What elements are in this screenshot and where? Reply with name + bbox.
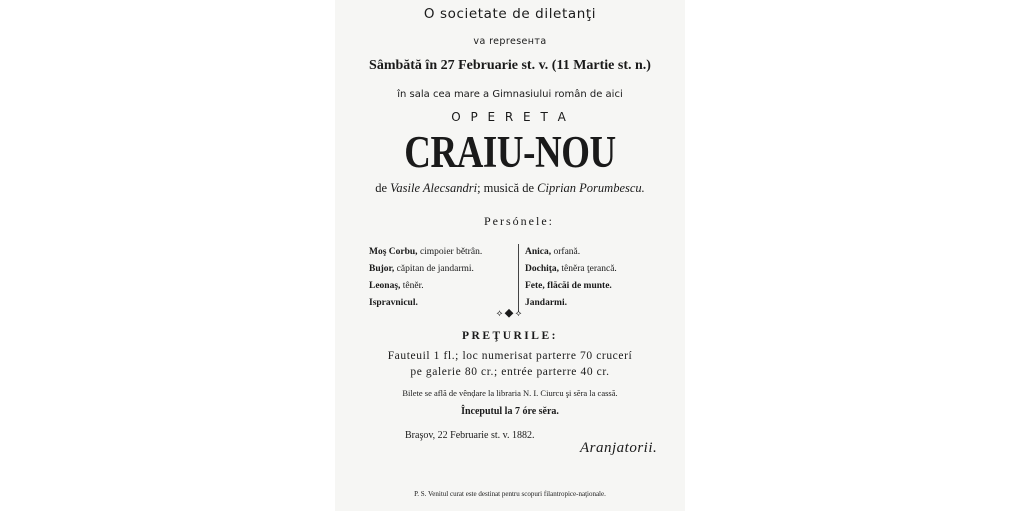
place-date: Braşov, 22 Februarie st. v. 1882.: [405, 430, 535, 441]
person-name: Anica,: [525, 247, 552, 257]
person-entry: [369, 244, 517, 261]
start-time-line: Începutul la 7 óre sĕra.: [461, 406, 559, 417]
playbill-page: [335, 0, 685, 511]
authors-de: de: [375, 181, 388, 195]
person-name: Bujor,: [369, 264, 395, 274]
person-entry: [369, 261, 517, 278]
person-role: orfană.: [553, 247, 581, 257]
person-name: Ispravnicul.: [369, 298, 418, 308]
persons-right-column: [518, 244, 675, 312]
date-line: Sâmbătă în 27 Februarie st. v. (11 Martie st. n.): [369, 58, 651, 73]
postscript: P. S. Venitul curat este destinat pentru scopuri filantropice-naţionale.: [414, 490, 606, 498]
person-entry: [369, 278, 517, 295]
person-role: căpitan de jandarmi.: [396, 264, 474, 274]
genre-line: O P E R E T A: [451, 110, 569, 124]
person-role: cimpoier bětrân.: [419, 247, 483, 257]
music-prefix: ; musică de: [477, 181, 535, 195]
person-name: Dochiţa,: [525, 264, 560, 274]
person-entry: [525, 278, 675, 295]
person-name: Jandarmi.: [525, 298, 567, 308]
organizers-signature: Aranjatorii.: [580, 440, 658, 456]
person-role: tênĕr.: [402, 281, 424, 291]
prices-heading: PREŢURILE:: [462, 330, 558, 342]
person-name: Leonaş,: [369, 281, 401, 291]
composer-name: Ciprian Porumbescu.: [537, 181, 645, 195]
play-title: CRAIU-NOU: [404, 127, 616, 177]
person-name: Moş Corbu,: [369, 247, 418, 257]
author-name: Vasile Alecsandri: [390, 181, 478, 195]
intro-line: O societate de diletanţi: [423, 6, 597, 22]
person-role: tênĕra ţerancă.: [561, 264, 617, 274]
person-name: Fete, flăcăi de munte.: [525, 281, 612, 291]
prices-line-2: pe galerie 80 cr.; entrée parterre 40 cr.: [410, 366, 610, 378]
authors-line: [335, 181, 685, 196]
persons-heading: Persónele:: [484, 214, 554, 228]
tickets-line: Bilete se află de vênḑare la libraria N. I. Ciurcu şi sĕra la cassă.: [402, 388, 618, 398]
person-entry: [525, 261, 675, 278]
person-entry: [525, 244, 675, 261]
persons-left-column: [369, 244, 517, 312]
va-representa-line: va represента: [473, 36, 547, 47]
prices-line-1: Fauteuil 1 fl.; loc numerisat parterre 70 crucerí: [387, 350, 633, 362]
venue-line: în sala cea mare a Gimnasiului român de aici: [397, 89, 623, 100]
ornament-divider: ⟡◆⟡: [496, 308, 524, 318]
